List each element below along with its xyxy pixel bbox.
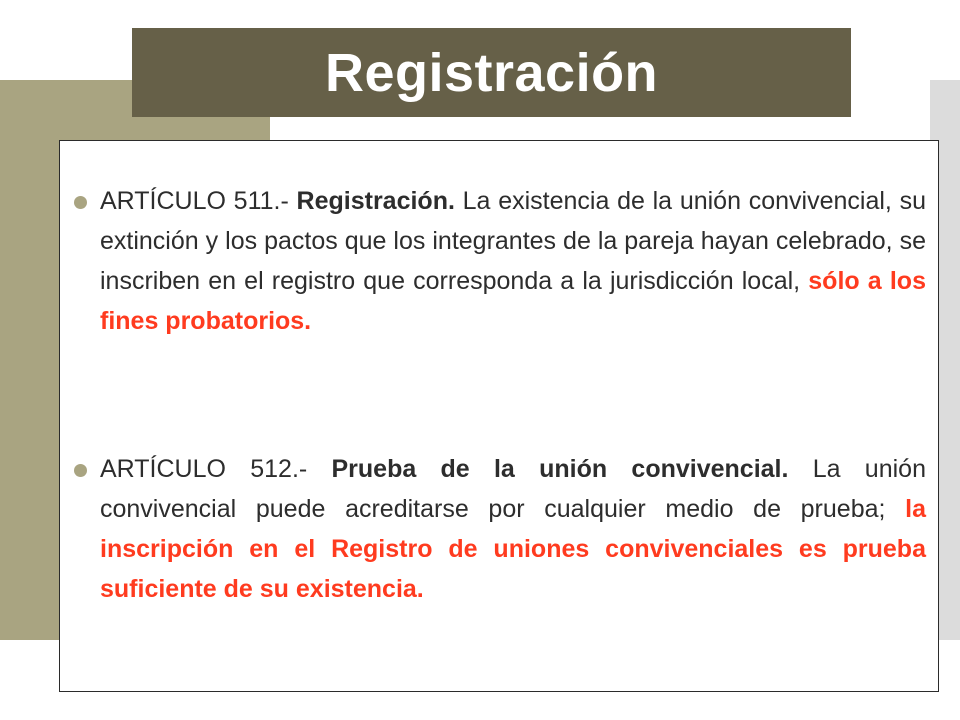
article-512 bbox=[100, 449, 926, 609]
title-bar bbox=[132, 28, 851, 117]
bullet-icon bbox=[74, 196, 87, 209]
article-body: La unión convivencial puede acreditarse por cualquier medio de prueba; bbox=[100, 455, 926, 523]
article-highlight: la inscripción en el Registro de uniones convivenciales es prueba suficiente de su existencia. bbox=[100, 495, 926, 603]
content-box bbox=[59, 140, 939, 692]
article-number: ARTÍCULO 511.- bbox=[100, 187, 289, 215]
article-number: ARTÍCULO 512.- bbox=[100, 455, 308, 483]
article-highlight: sólo a los fines probatorios. bbox=[100, 267, 926, 335]
article-heading: Registración. bbox=[296, 187, 455, 215]
bullet-icon bbox=[74, 464, 87, 477]
slide-title: Registración bbox=[324, 42, 659, 103]
article-511 bbox=[100, 181, 926, 341]
article-heading: Prueba de la unión convivencial. bbox=[331, 455, 789, 483]
article-body: La existencia de la unión convivencial, su extinción y los pactos que los integrantes de la pareja hayan celebrado, se inscriben en el registro que corresponda a la jurisdicción local, bbox=[100, 187, 926, 295]
